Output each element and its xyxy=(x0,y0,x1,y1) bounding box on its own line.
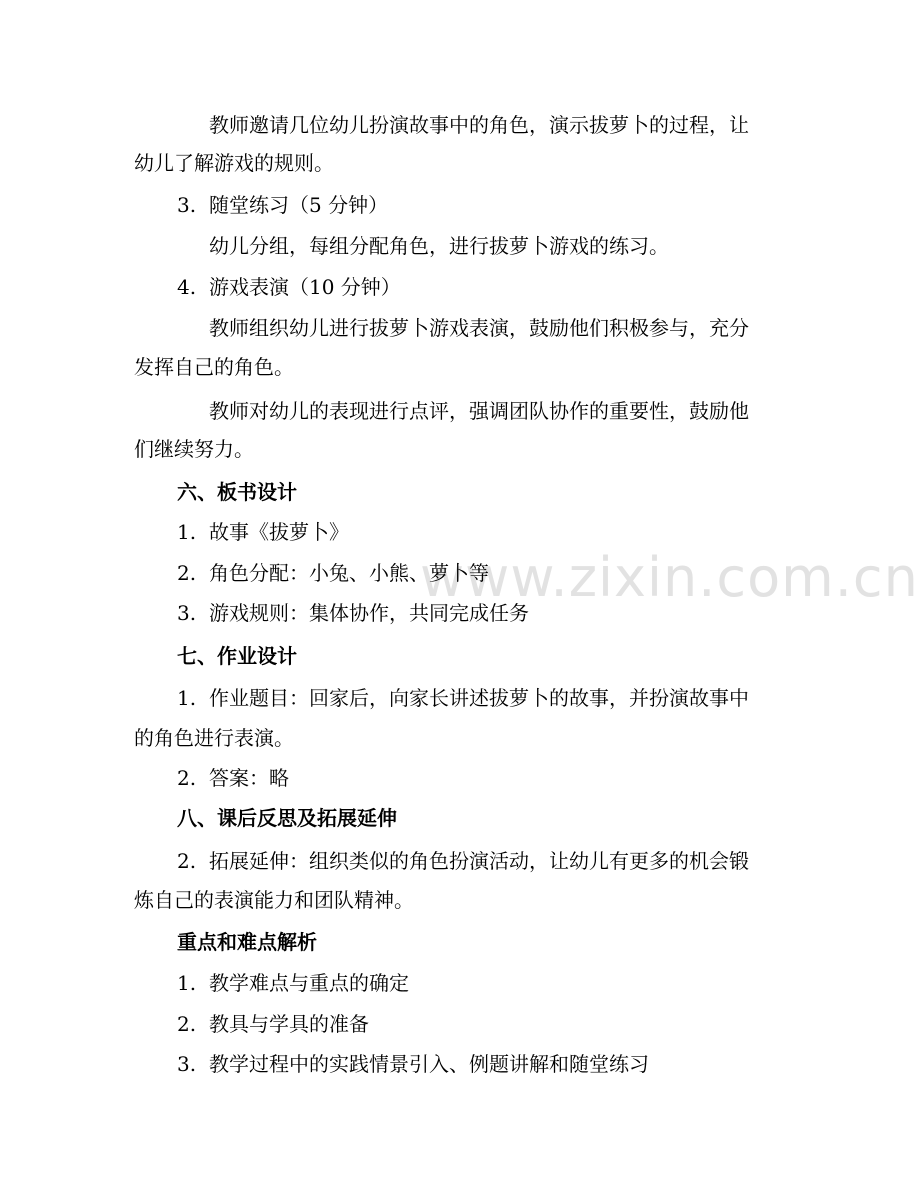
list-item xyxy=(177,600,529,626)
list-text: 拓展延伸：组织类似的角色扮演活动，让幼儿有更多的机会锻 xyxy=(209,849,749,873)
paragraph-demo-line2: 幼儿了解游戏的规则。 xyxy=(134,151,334,175)
paragraph-review-line1: 教师对幼儿的表现进行点评，强调团队协作的重要性，鼓励他 xyxy=(209,399,749,423)
list-item xyxy=(177,848,749,874)
list-item xyxy=(177,519,349,545)
list-text: 故事《拔萝卜》 xyxy=(209,520,349,544)
paragraph-performance-line2: 发挥自己的角色。 xyxy=(134,355,294,379)
list-text: 教具与学具的准备 xyxy=(209,1012,369,1036)
list-number: 2. xyxy=(177,849,197,873)
list-number: 3. xyxy=(177,1052,197,1076)
list-text: 作业题目：回家后，向家长讲述拔萝卜的故事，并扮演故事中 xyxy=(209,686,749,710)
paragraph-review-line2: 们继续努力。 xyxy=(134,437,254,461)
list-text: 角色分配：小兔、小熊、萝卜等 xyxy=(209,561,489,585)
paragraph-practice: 幼儿分组，每组分配角色，进行拔萝卜游戏的练习。 xyxy=(209,234,669,258)
watermark: www.zixin.com.cn xyxy=(420,546,919,609)
list-number: 2. xyxy=(177,766,197,790)
paragraph-demo-line1: 教师邀请几位幼儿扮演故事中的角色，演示拔萝卜的过程，让 xyxy=(209,113,749,137)
list-item xyxy=(177,970,409,996)
list-item xyxy=(177,765,289,791)
list-number: 2. xyxy=(177,1012,197,1036)
step-number: 4. xyxy=(177,275,197,299)
list-number: 1. xyxy=(177,971,197,995)
list-item-continuation: 炼自己的表演能力和团队精神。 xyxy=(134,888,414,912)
list-item xyxy=(177,1051,649,1077)
section-heading-reflection: 八、课后反思及拓展延伸 xyxy=(177,806,397,830)
section-heading-board-design: 六、板书设计 xyxy=(177,480,297,504)
step-number: 3. xyxy=(177,193,197,217)
list-number: 1. xyxy=(177,520,197,544)
step-3-practice xyxy=(177,192,388,218)
step-title: 随堂练习（5 分钟） xyxy=(209,193,389,217)
paragraph-performance-line1: 教师组织幼儿进行拔萝卜游戏表演，鼓励他们积极参与，充分 xyxy=(209,316,749,340)
list-number: 3. xyxy=(177,601,197,625)
list-item-continuation: 的角色进行表演。 xyxy=(134,726,294,750)
list-item xyxy=(177,560,489,586)
step-4-performance xyxy=(177,274,401,300)
list-text: 答案：略 xyxy=(209,766,289,790)
list-text: 教学过程中的实践情景引入、例题讲解和随堂练习 xyxy=(209,1052,649,1076)
step-title: 游戏表演（10 分钟） xyxy=(209,275,401,299)
list-item xyxy=(177,685,749,711)
list-number: 1. xyxy=(177,686,197,710)
section-heading-homework: 七、作业设计 xyxy=(177,644,297,668)
list-text: 教学难点与重点的确定 xyxy=(209,971,409,995)
list-text: 游戏规则：集体协作，共同完成任务 xyxy=(209,601,529,625)
section-heading-key-points: 重点和难点解析 xyxy=(177,930,317,954)
list-number: 2. xyxy=(177,561,197,585)
list-item xyxy=(177,1011,369,1037)
